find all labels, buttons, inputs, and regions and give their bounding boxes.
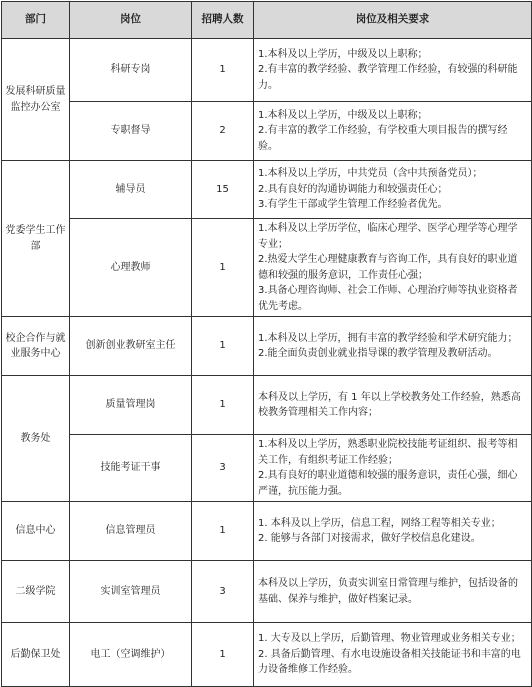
requirement-line: 本科及以上学历，负责实训室日常管理与维护，包括设备的基础、保养与维护，做好档案记录。 [258, 578, 518, 605]
position-cell: 科研专岗 [70, 39, 192, 102]
requirements-cell [254, 376, 532, 435]
requirement-line: 1. 本科及以上学历，信息工程，网络工程等相关专业； [258, 517, 501, 529]
requirement-line: 1.本科及以上学历学位，临床心理学、医学心理学等心理学专业； [258, 223, 518, 250]
dept-cell: 校企合作与就业服务中心 [2, 317, 70, 376]
table-row [2, 219, 532, 317]
position-cell: 辅导员 [70, 161, 192, 219]
requirement-line: 3.有学生干部或学生管理工作经验者优先。 [258, 199, 448, 211]
dept-cell: 发展科研质量监控办公室 [2, 39, 70, 161]
recruitment-table-container [1, 1, 531, 687]
table-row [2, 502, 532, 561]
position-cell: 质量管理岗 [70, 376, 192, 435]
table-row [2, 376, 532, 435]
count-cell: 1 [192, 623, 254, 687]
header-requirements: 岗位及相关要求 [254, 2, 532, 39]
requirement-line: 1.本科及以上学历，拥有丰富的教学经验和学术研究能力； [258, 332, 518, 344]
requirement-line: 1.本科及以上学历，中级及以上职称； [258, 48, 428, 60]
table-row [2, 102, 532, 161]
header-position: 岗位 [70, 2, 192, 39]
requirements-cell [254, 219, 532, 317]
table-row [2, 39, 532, 102]
requirement-line: 3.具备心理咨询师、社会工作师、心理治疗师等执业资格者优先考虑。 [258, 285, 518, 312]
position-cell: 专职督导 [70, 102, 192, 161]
requirement-line: 2.有丰富的教学经验、教学管理工作经验，有较强的科研能力。 [258, 64, 518, 91]
table-row [2, 161, 532, 219]
requirement-line: 2. 具备后勤管理、有水电设施设备相关技能证书和丰富的电力设备维修工作经验。 [258, 648, 521, 676]
position-cell: 创新创业教研室主任 [70, 317, 192, 376]
requirement-line: 1.本科及以上学历，熟悉职业院校技能考证组织、报考等相关工作，有组织考证工作经验； [258, 439, 518, 466]
table-row [2, 623, 532, 687]
dept-cell: 二级学院 [2, 561, 70, 623]
count-cell: 3 [192, 435, 254, 502]
table-row [2, 435, 532, 502]
requirement-line: 2.热爱大学生心理健康教育与咨询工作，具有良好的职业道德和较强的服务意识，工作责任心强； [258, 254, 518, 281]
requirements-cell [254, 161, 532, 219]
count-cell: 1 [192, 376, 254, 435]
dept-cell: 党委学生工作部 [2, 161, 70, 317]
requirement-line: 1.本科及以上学历，中级及以上职称； [258, 109, 428, 121]
header-dept: 部门 [2, 2, 70, 39]
dept-cell: 教务处 [2, 376, 70, 502]
requirements-cell [254, 623, 532, 687]
recruitment-table [1, 1, 532, 687]
requirements-cell [254, 102, 532, 161]
requirement-line: 2.具有良好的职业道德和较强的服务意识，责任心强，细心严谨，抗压能力强。 [258, 470, 518, 497]
position-cell: 技能考证干事 [70, 435, 192, 502]
requirements-cell [254, 435, 532, 502]
count-cell: 1 [192, 317, 254, 376]
requirements-cell [254, 561, 532, 623]
position-cell: 电工（空调维护） [70, 623, 192, 687]
requirement-line: 2. 能够与各部门对接需求，做好学校信息化建设。 [258, 533, 481, 544]
position-cell: 实训室管理员 [70, 561, 192, 623]
table-row [2, 561, 532, 623]
table-row [2, 317, 532, 376]
dept-cell: 后勤保卫处 [2, 623, 70, 687]
count-cell: 3 [192, 561, 254, 623]
count-cell: 2 [192, 102, 254, 161]
count-cell: 1 [192, 502, 254, 561]
position-cell: 信息管理员 [70, 502, 192, 561]
requirement-line: 本科及以上学历，有 1 年以上学校教务处工作经验，熟悉高校教务管理相关工作内容； [258, 391, 521, 418]
count-cell: 1 [192, 39, 254, 102]
requirement-line: 2.能全面负责创业就业指导课的教学管理及教研活动。 [258, 348, 498, 359]
header-count: 招聘人数 [192, 2, 254, 39]
count-cell: 1 [192, 219, 254, 317]
requirements-cell [254, 502, 532, 561]
requirements-cell [254, 39, 532, 102]
requirement-line: 2.有丰富的教学工作经验，有学校重大项目报告的撰写经验。 [258, 125, 508, 152]
count-cell: 15 [192, 161, 254, 219]
position-cell: 心理教师 [70, 219, 192, 317]
requirements-cell [254, 317, 532, 376]
requirement-line: 2.具有良好的沟通协调能力和较强责任心； [258, 183, 448, 195]
requirement-line: 1.本科及以上学历，中共党员（含中共预备党员）； [258, 168, 483, 180]
dept-cell: 信息中心 [2, 502, 70, 561]
header-row [2, 2, 532, 39]
requirement-line: 1. 大专及以上学历，后勤管理、物业管理或业务相关专业； [258, 633, 521, 645]
